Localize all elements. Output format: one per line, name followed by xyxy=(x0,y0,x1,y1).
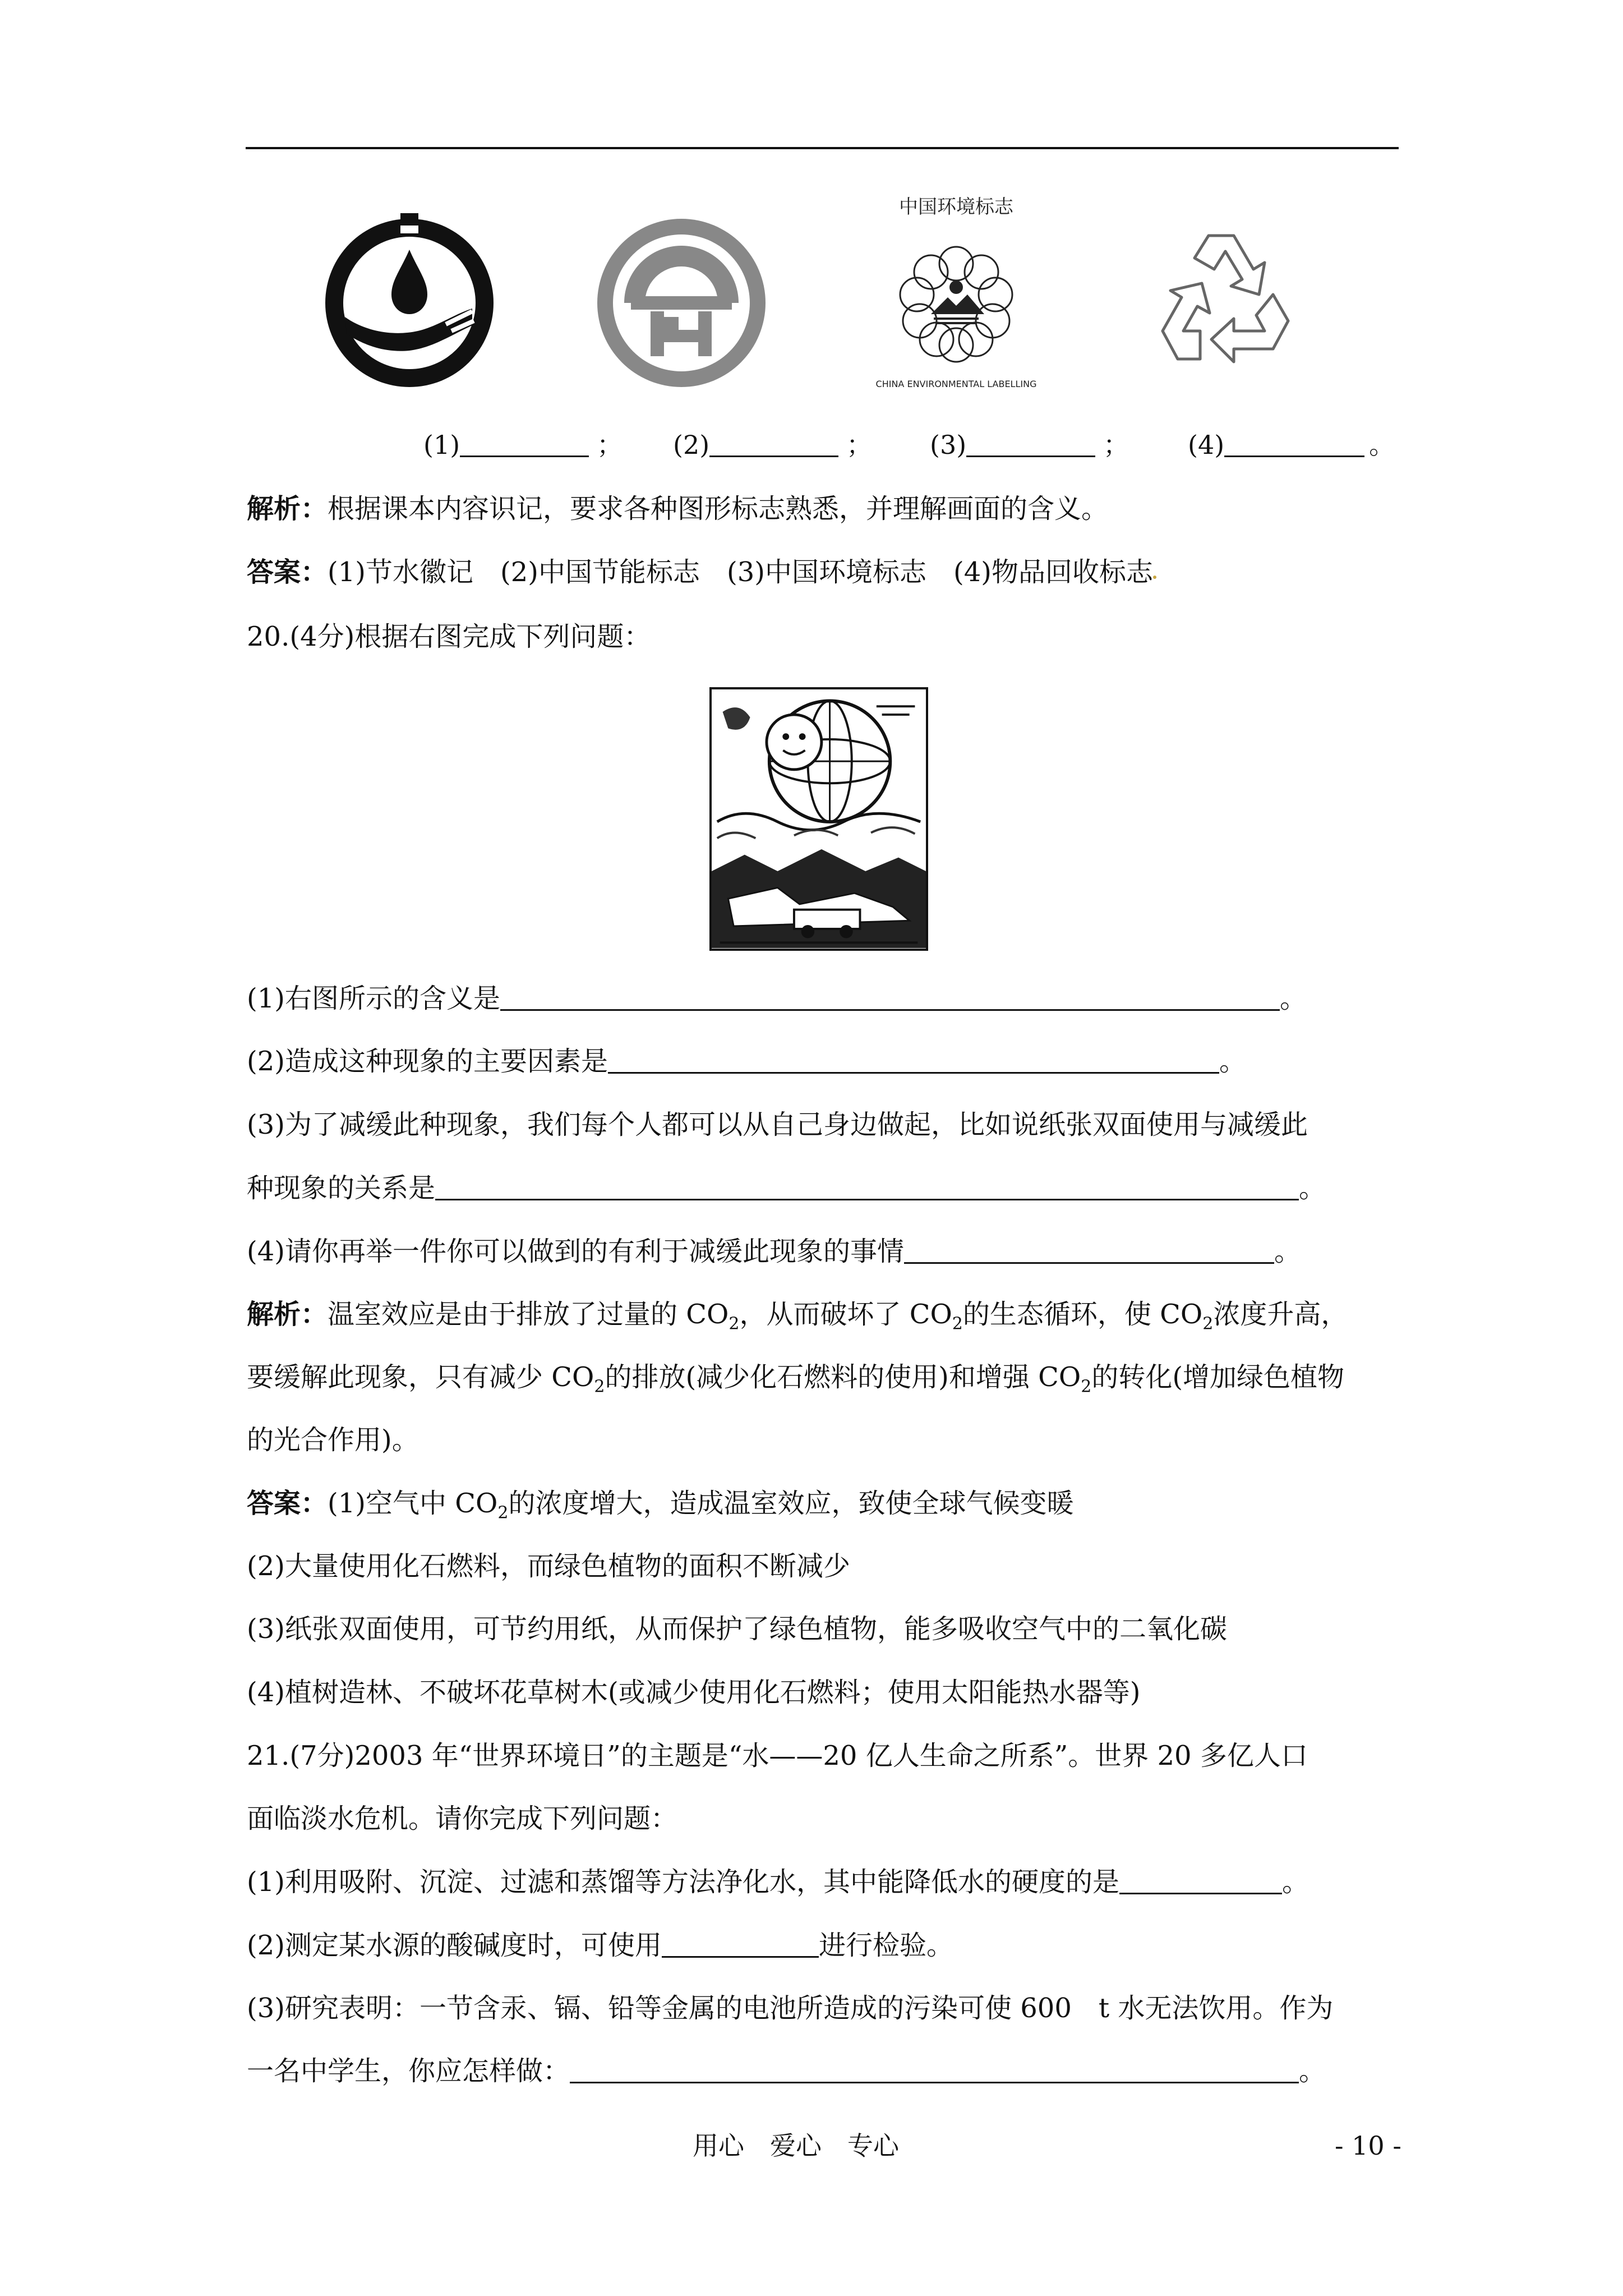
period: 。 xyxy=(1274,1236,1302,1267)
subscript-2: 2 xyxy=(1202,1314,1214,1334)
answer-label: 答案： xyxy=(247,1488,328,1519)
q20-answer-3: (3)纸张双面使用，可节约用纸，从而保护了绿色植物，能多吸收空气中的二氧化碳 xyxy=(247,1613,1227,1645)
caption-1-label: (1) xyxy=(423,430,460,460)
q21-part2-tail: 进行检验。 xyxy=(819,1930,954,1961)
q21-part1-text: (1)利用吸附、沉淀、过滤和蒸馏等方法净化水，其中能降低水的硬度的是 xyxy=(247,1866,1119,1898)
analysis-text: 根据课本内容识记，要求各种图形标志熟悉，并理解画面的含义。 xyxy=(328,493,1109,524)
caption-2 xyxy=(673,425,872,464)
subscript-2: 2 xyxy=(497,1503,509,1523)
caption-sep: ； xyxy=(846,430,873,460)
an-text: 温室效应是由于排放了过量的 CO xyxy=(328,1299,729,1330)
logo-row xyxy=(325,196,1312,409)
q20-part2 xyxy=(247,1042,1402,1081)
footer-motto: 用心 爱心 专心 xyxy=(693,2131,899,2161)
logo-captions xyxy=(415,425,1402,464)
recycle-icon xyxy=(1141,196,1310,398)
q21-blank-1[interactable] xyxy=(1119,1867,1282,1894)
logo3-top-text: 中国环境标志 xyxy=(899,196,1013,218)
stray-dot xyxy=(1153,576,1156,579)
caption-sep: ； xyxy=(597,430,623,460)
q20-answer-1 xyxy=(247,1484,1402,1523)
subscript-2: 2 xyxy=(594,1377,605,1397)
an-text: 的排放(减少化石燃料的使用)和增强 CO xyxy=(605,1361,1081,1393)
period: 。 xyxy=(1282,1866,1310,1898)
water-saving-emblem xyxy=(325,196,494,398)
logo3-bottom-text: CHINA ENVIRONMENTAL LABELLING xyxy=(875,379,1037,389)
caption-3-label: (3) xyxy=(930,430,967,460)
q20-analysis-line3: 的光合作用)。 xyxy=(247,1424,419,1456)
period: 。 xyxy=(1299,1172,1326,1204)
period: 。 xyxy=(1219,1046,1247,1077)
q21-part3a xyxy=(247,1989,1402,2028)
q21-part2 xyxy=(247,1926,1402,1965)
blank-2[interactable] xyxy=(709,430,838,457)
q21-part3a-text: (3)研究表明：一节含汞、镉、铅等金属的电池所造成的污染可使 600 t 水无法饮 xyxy=(247,1993,1226,2024)
q20-part4 xyxy=(247,1232,1402,1271)
q21-part3b-text: 一名中学生，你应怎样做： xyxy=(247,2055,570,2087)
caption-sep: ； xyxy=(1103,430,1129,460)
q20-blank-1[interactable] xyxy=(500,983,1280,1011)
q21-blank-3[interactable] xyxy=(570,2056,1299,2083)
ans-text: (1)空气中 CO xyxy=(328,1488,498,1519)
q21-part3a-tail: 用。作为 xyxy=(1225,1993,1334,2024)
page-number: - 10 - xyxy=(1335,2131,1401,2161)
header-rule xyxy=(246,147,1399,149)
q20-analysis-line1 xyxy=(247,1295,1402,1334)
q21-part2-text: (2)测定某水源的酸碱度时，可使用 xyxy=(247,1930,662,1961)
greenhouse-effect-figure xyxy=(709,687,928,951)
china-environmental-label xyxy=(864,196,1049,398)
analysis-label: 解析： xyxy=(247,1299,328,1330)
subscript-2: 2 xyxy=(728,1314,740,1334)
subscript-2: 2 xyxy=(952,1314,963,1334)
caption-1 xyxy=(423,425,623,464)
energy-saving-logo xyxy=(597,196,766,398)
q20-part3b xyxy=(247,1168,1402,1208)
q21-part3b xyxy=(247,2051,1402,2091)
caption-2-label: (2) xyxy=(673,430,710,460)
q21-stem-1: 21.(7分)2003 年“世界环境日”的主题是“水——20 亿人生命之所系”。世界 20 多亿人口 xyxy=(247,1740,1308,1772)
ans-text: 的浓度增大，造成温室效应，致使全球气候变暖 xyxy=(508,1488,1074,1519)
blank-1[interactable] xyxy=(460,430,589,457)
period: 。 xyxy=(1280,983,1307,1014)
answer-label: 答案： xyxy=(247,556,328,588)
q20-part1 xyxy=(247,979,1402,1018)
answer-text: (1)节水徽记 (2)中国节能标志 (3)中国环境标志 (4)物品回收标志 xyxy=(328,556,1153,588)
an-text: 要缓解此现象，只有减少 CO xyxy=(247,1361,594,1393)
q20-stem: 20.(4分)根据右图完成下列问题： xyxy=(247,621,651,652)
an-text: 的生态循环，使 CO xyxy=(962,1299,1203,1330)
q19-answer xyxy=(247,553,1402,592)
q20-answer-2: (2)大量使用化石燃料，而绿色植物的面积不断减少 xyxy=(247,1550,850,1582)
q21-part1 xyxy=(247,1862,1402,1902)
q20-blank-2[interactable] xyxy=(608,1046,1219,1074)
q20-answer-4: (4)植树造林、不破坏花草树木(或减少使用化石燃料；使用太阳能热水器等) xyxy=(247,1677,1141,1708)
q20-analysis-line2 xyxy=(247,1358,1402,1397)
q21-blank-2[interactable] xyxy=(662,1930,819,1958)
caption-3 xyxy=(930,425,1129,464)
q20-blank-4[interactable] xyxy=(904,1236,1274,1264)
q20-part4-text: (4)请你再举一件你可以做到的有利于减缓此现象的事情 xyxy=(247,1236,904,1267)
caption-end: 。 xyxy=(1369,430,1395,460)
an-text: 的转化(增加绿色植物 xyxy=(1091,1361,1345,1393)
caption-4 xyxy=(1188,425,1395,464)
analysis-label: 解析： xyxy=(247,493,328,524)
q20-blank-3[interactable] xyxy=(435,1173,1299,1200)
an-text: ，从而破坏了 CO xyxy=(739,1299,952,1330)
q20-part1-text: (1)右图所示的含义是 xyxy=(247,983,500,1014)
subscript-2: 2 xyxy=(1081,1377,1092,1397)
q19-analysis xyxy=(247,489,1402,528)
caption-4-label: (4) xyxy=(1188,430,1225,460)
q20-part2-text: (2)造成这种现象的主要因素是 xyxy=(247,1046,608,1077)
an-text: 浓度升高， xyxy=(1213,1299,1348,1330)
blank-4[interactable] xyxy=(1224,430,1364,457)
q20-part3a: (3)为了减缓此种现象，我们每个人都可以从自己身边做起，比如说纸张双面使用与减缓此 xyxy=(247,1109,1308,1140)
q20-part3b-text: 种现象的关系是 xyxy=(247,1172,436,1204)
blank-3[interactable] xyxy=(966,430,1095,457)
q21-stem-2: 面临淡水危机。请你完成下列问题： xyxy=(247,1803,678,1834)
period: 。 xyxy=(1299,2055,1326,2087)
